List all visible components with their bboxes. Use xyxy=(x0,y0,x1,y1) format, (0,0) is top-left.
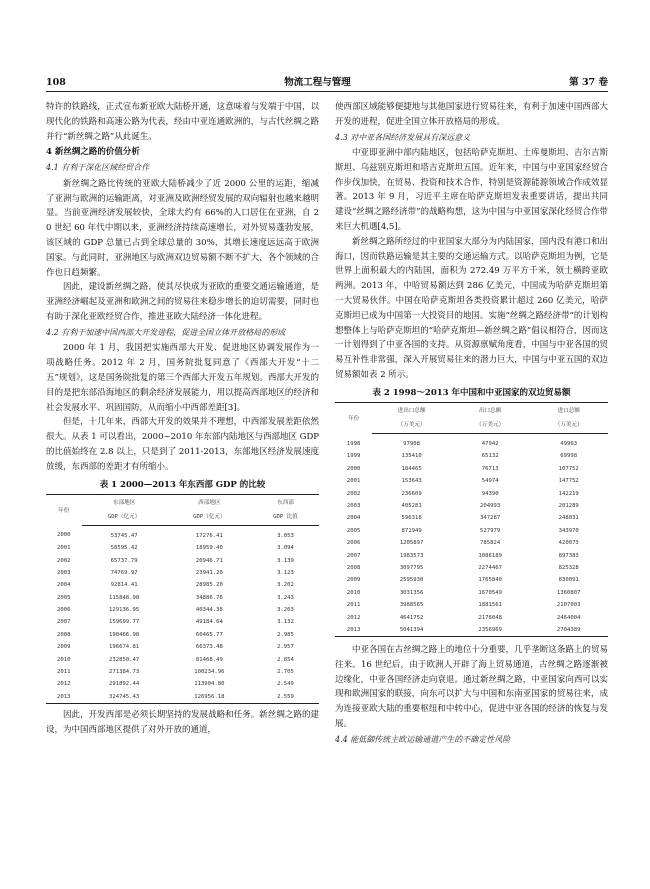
table-1-row xyxy=(46,691,319,704)
table-cell: 3.132 xyxy=(277,619,294,626)
table-1-row xyxy=(46,666,319,678)
table-cell: 184465 xyxy=(401,465,422,472)
table-2-row xyxy=(335,463,608,475)
table-cell: 2004 xyxy=(346,515,361,522)
table-cell: 2011 xyxy=(346,602,361,609)
table-cell: 147752 xyxy=(558,478,579,485)
table-cell: 2464004 xyxy=(556,614,581,621)
table-1-row xyxy=(46,629,319,641)
paragraph: 特许的铁路线，正式宣布新亚欧大陆桥开通，这意味着与发端于中国，以现代化的铁路和高速公路为代表，经由中亚连通欧洲的，与古代丝绸之路并行“新丝绸之路”从此诞生。 xyxy=(46,102,319,142)
table-cell: 126956.18 xyxy=(167,691,252,704)
table-cell: 142219 xyxy=(558,490,579,497)
table-cell: 97908 xyxy=(403,441,421,448)
table-cell: 405281 xyxy=(401,502,422,509)
table-cell: 232850.47 xyxy=(108,656,140,663)
table-cell: 2013 xyxy=(335,624,372,637)
table-cell: 871949 xyxy=(401,527,422,534)
subsection-heading: 4.2 有利于加速中国西部大开发进程，促进全国立体开放格局的形成 xyxy=(46,327,286,337)
table-cell: 1086189 xyxy=(478,552,502,559)
table-cell: 54974 xyxy=(481,478,499,485)
table-cell: 92814.41 xyxy=(110,582,138,589)
table-cell: 2.705 xyxy=(277,669,294,676)
table-cell: 2003 xyxy=(346,502,361,509)
table-cell: 20946.71 xyxy=(195,557,223,564)
table-1-unit-west: GDP（亿元） xyxy=(167,509,252,526)
table-2-row xyxy=(335,599,608,611)
table-cell: 420073 xyxy=(558,540,579,547)
table-1-row xyxy=(46,525,319,542)
table-2-row xyxy=(335,487,608,499)
volume-label: 第 37 卷 xyxy=(569,77,608,88)
table-2-row xyxy=(335,549,608,561)
table-2-row xyxy=(335,525,608,537)
table-cell: 2005 xyxy=(57,594,71,601)
table-1-row xyxy=(46,604,319,616)
table-cell: 2008 xyxy=(346,564,361,571)
table-2 xyxy=(335,402,608,637)
table-cell: 100234.96 xyxy=(194,669,225,676)
table-cell: 2010 xyxy=(57,656,71,663)
table-1-header-year: 年份 xyxy=(46,494,82,525)
table-cell: 1205897 xyxy=(399,540,424,547)
paragraph: 使西部区域能够便捷地与其他国家进行贸易往来，有利于加速中国西部大开发的进程，促进全国立体开放格局的形成。 xyxy=(335,102,608,127)
table-cell: 196674.81 xyxy=(108,644,140,651)
table-1-row xyxy=(46,591,319,603)
table-cell: 49963 xyxy=(560,441,578,448)
table-cell: 2010 xyxy=(346,589,361,596)
table-cell: 2005 xyxy=(346,527,361,534)
table-cell: 3097795 xyxy=(399,564,424,571)
table-cell: 201289 xyxy=(558,502,579,509)
table-cell: 65132 xyxy=(481,453,499,460)
subsection-heading: 4.3 对中亚各国经济发展具有深远意义 xyxy=(335,132,471,142)
table-cell: 2012 xyxy=(346,614,361,621)
table-1-header-east: 东部地区 xyxy=(82,494,167,509)
table-2-row xyxy=(335,574,608,586)
paragraph: 中亚各国在古丝绸之路上的地位十分重要，几乎垄断这条路上的贸易往来。16 世纪后，由于欧洲人开辟了海上贸易通道，古丝绸之路逐渐被边缘化，中亚各国经济走向衰退。通过新丝绸之路，中亚国家向西可以实现和欧洲国家的联接，向东可以扩大与中国和东南亚国家的贸易往来，成为连接亚欧大陆的重要枢纽和中转中心，促进中亚各国的经济的恢复与发展。 xyxy=(335,645,608,730)
table-cell: 2356969 xyxy=(451,624,530,637)
table-cell: 1999 xyxy=(346,453,361,460)
page-number: 108 xyxy=(46,77,66,88)
paragraph: 中亚即亚洲中部内陆地区，包括哈萨克斯坦、土库曼斯坦、吉尔吉斯斯坦、乌兹别克斯坦和塔吉克斯坦五国。近年来，中国与中亚国家经贸合作步伐加快，在贸易、投资和技术合作，特别是资源能源领域合作成效显著。2013 年 9 月，习近平主席在哈萨克斯坦发表重要讲话，提出共同建设“丝绸之路经济带”的战略构想，这为中国与中亚国家深化经贸合作带来巨大机遇[4,5]。 xyxy=(335,148,608,233)
table-cell: 2.854 xyxy=(277,656,294,663)
table-cell: 3.202 xyxy=(277,582,294,589)
table-cell: 2000 xyxy=(346,465,361,472)
table-2-row xyxy=(335,500,608,512)
table-cell: 2176048 xyxy=(478,614,502,621)
table-cell: 94390 xyxy=(481,490,499,497)
table-1-row xyxy=(46,554,319,566)
table-cell: 324745.43 xyxy=(82,691,167,704)
table-cell: 2013 xyxy=(46,691,82,704)
table-1-header-ratio: 东西部 xyxy=(252,494,319,509)
paragraph: 但是，十几年来，西部大开发的效果并不理想，中西部发展差距依然很大。从表 1 可以看出，2000~2010 年东部内陆地区与西部地区 GDP 的比值始终在 2.8 以上，只是到了 2011-2013，东部地区经济发展速度放缓，东西部的差距才有所缩小。 xyxy=(46,417,319,472)
table-cell: 58595.42 xyxy=(110,545,138,552)
table-cell: 2007 xyxy=(346,552,361,559)
table-cell: 2003 xyxy=(57,569,71,576)
table-2-row xyxy=(335,611,608,623)
table-cell: 2001 xyxy=(346,478,361,485)
table-cell: 2004 xyxy=(57,582,71,589)
table-1-unit-east: GDP（亿元） xyxy=(82,509,167,526)
table-2-row xyxy=(335,587,608,599)
table-cell: 825328 xyxy=(558,564,579,571)
table-cell: 2.957 xyxy=(277,644,294,651)
right-column xyxy=(335,100,608,831)
table-1-row xyxy=(46,616,319,628)
table-1-row xyxy=(46,653,319,665)
table-cell: 2006 xyxy=(346,540,361,547)
table-cell: 2.549 xyxy=(277,681,294,688)
table-cell: 66373.48 xyxy=(195,644,223,651)
table-cell: 60465.77 xyxy=(195,631,223,638)
table-cell: 2107003 xyxy=(556,602,581,609)
paragraph: 因此，建设新丝绸之路，使其尽快成为亚欧的重要交通运输通道，是亚洲经济崛起及亚洲和欧洲之间的贸易往来稳步增长的迫切需要，同时也有助于深化亚欧经贸合作，推进亚欧大陆经济一体化进程。 xyxy=(46,282,319,323)
table-cell: 271384.73 xyxy=(108,669,140,676)
table-1-row xyxy=(46,542,319,554)
table-cell: 76713 xyxy=(481,465,499,472)
table-cell: 49184.64 xyxy=(195,619,223,626)
table-cell: 3.203 xyxy=(277,607,294,614)
journal-title: 物流工程与管理 xyxy=(284,77,351,88)
table-cell: 830091 xyxy=(558,577,579,584)
table-cell: 1360807 xyxy=(556,589,581,596)
table-cell: 596318 xyxy=(401,515,422,522)
table-1-row xyxy=(46,567,319,579)
table-cell: 1765840 xyxy=(478,577,502,584)
table-cell: 1881561 xyxy=(478,602,502,609)
table-cell: 3.139 xyxy=(277,557,294,564)
table-cell: 74769.97 xyxy=(110,569,138,576)
table-cell: 2274467 xyxy=(478,564,502,571)
left-column xyxy=(46,100,319,831)
table-cell: 53745.47 xyxy=(110,532,138,539)
table-cell: 81468.49 xyxy=(195,656,223,663)
table-cell: 2008 xyxy=(57,631,71,638)
table-cell: 2007 xyxy=(57,619,71,626)
table-1-caption: 表 1 2000—2013 年东西部 GDP 的比较 xyxy=(99,479,266,490)
table-cell: 135410 xyxy=(401,453,422,460)
table-cell: 2595930 xyxy=(399,577,424,584)
subsection-heading: 4.4 能低御传统主欧运输通道产生的不确定性风险 xyxy=(335,734,511,744)
table-cell: 2006 xyxy=(57,607,71,614)
table-cell: 2009 xyxy=(57,644,71,651)
table-cell: 18959.40 xyxy=(195,545,223,552)
table-1-row xyxy=(46,641,319,653)
table-cell: 65737.79 xyxy=(110,557,138,564)
table-cell: 107752 xyxy=(558,465,579,472)
paragraph: 因此，开发西部是必须长期坚持的发展战略和任务。新丝绸之路的建设，为中国西部地区提供了对外开放的通道， xyxy=(46,710,319,735)
table-cell: 40344.38 xyxy=(195,607,223,614)
table-2-row xyxy=(335,512,608,524)
table-cell: 291892.44 xyxy=(108,681,140,688)
table-1 xyxy=(46,494,319,704)
table-cell: 159699.77 xyxy=(108,619,140,626)
table-cell: 47942 xyxy=(481,441,499,448)
table-cell: 3031356 xyxy=(399,589,424,596)
table-cell: 1998 xyxy=(346,440,361,447)
table-2-header-total: 进出口总额 xyxy=(372,402,451,417)
table-cell: 4641752 xyxy=(399,614,424,621)
table-1-row xyxy=(46,579,319,591)
table-cell: 2002 xyxy=(57,557,71,564)
table-2-header-year: 年份 xyxy=(335,402,372,433)
table-cell: 5041394 xyxy=(372,624,451,637)
table-cell: 3.123 xyxy=(277,569,294,576)
table-2-unit-export: （万美元） xyxy=(451,417,530,434)
table-cell: 527979 xyxy=(480,527,501,534)
table-cell: 2012 xyxy=(57,681,71,688)
table-cell: 3.243 xyxy=(277,594,294,601)
table-cell: 153643 xyxy=(401,478,422,485)
table-cell: 3988565 xyxy=(399,602,424,609)
table-cell: 3.053 xyxy=(277,532,294,539)
table-cell: 3.094 xyxy=(277,545,294,552)
table-cell: 204993 xyxy=(480,502,501,509)
table-cell: 17276.41 xyxy=(195,532,223,539)
section-heading: 4 新丝绸之路的价值分析 xyxy=(46,147,140,158)
table-cell: 897383 xyxy=(558,552,579,559)
table-cell: 236609 xyxy=(401,490,422,497)
table-cell: 248031 xyxy=(558,515,579,522)
table-cell: 347287 xyxy=(480,515,501,522)
table-1-header-west: 西部地区 xyxy=(167,494,252,509)
table-cell: 2704389 xyxy=(529,624,608,637)
table-cell: 190466.98 xyxy=(108,631,140,638)
table-2-row xyxy=(335,537,608,549)
table-2-row xyxy=(335,624,608,637)
table-cell: 2009 xyxy=(346,577,361,584)
table-cell: 2002 xyxy=(346,490,361,497)
page-header xyxy=(46,72,608,92)
table-cell: 2.985 xyxy=(277,631,294,638)
table-2-caption: 表 2 1998～2013 年中国和中亚国家的双边贸易额 xyxy=(372,387,571,398)
table-cell: 2000 xyxy=(57,532,71,539)
table-cell: 1983573 xyxy=(399,552,424,559)
table-cell: 2.559 xyxy=(252,691,319,704)
subsection-heading: 4.1 有利于深化区域经贸合作 xyxy=(46,163,150,173)
table-2-unit-import: （万美元） xyxy=(529,417,608,434)
table-cell: 2001 xyxy=(57,545,71,552)
paragraph: 新丝绸之路所经过的中亚国家大部分为内陆国家，国内没有港口和出海口，因而铁路运输是其主要的交通运输方式。以哈萨克斯坦为例，它是世界上面积最大的内陆国，面积为 272.49 万平方千米，领土横跨亚欧两洲。2013 年，中哈贸易额达到 286 亿美元，中国成为哈萨克斯坦第一大贸易伙伴。中国在哈萨克斯坦各类投资累计超过 260 亿美元，哈萨克斯坦已成为中国第一大投资目的地国。实施“丝绸之路经济带”的计划构想整体上与哈萨克斯坦的“哈萨克斯坦—新丝绸之路”倡议相符合，因而这一计划得到了中亚各国的支持。从资源禀赋角度看，中国与中亚各国的贸易互补性非常强，深入开展贸易往来的潜力巨大，中国与中亚五国的双边贸易额如表 2 所示。 xyxy=(335,236,608,381)
table-cell: 69998 xyxy=(560,453,578,460)
table-cell: 785824 xyxy=(480,540,501,547)
table-2-row xyxy=(335,450,608,462)
table-cell: 23941.20 xyxy=(195,569,223,576)
table-cell: 34886.76 xyxy=(195,594,223,601)
table-2-header-export: 出口总额 xyxy=(451,402,530,417)
table-2-row xyxy=(335,475,608,487)
table-2-row xyxy=(335,433,608,450)
table-2-row xyxy=(335,562,608,574)
table-1-row xyxy=(46,678,319,690)
table-2-unit-total: （万美元） xyxy=(372,417,451,434)
table-cell: 1670549 xyxy=(478,589,502,596)
table-cell: 115848.98 xyxy=(108,594,140,601)
table-cell: 2011 xyxy=(57,669,71,676)
paragraph: 2000 年 1 月，我国把实施西部大开发、促进地区协调发展作为一项战略任务。2012 年 2 月，国务院批复同意了《西部大开发“十二五”规划》，这是国务院批复的第三个西部大开发五年规划。西部大开发的目的是把东部沿海地区的剩余经济发展能力，用以提高西部地区的经济和社会发展水平、巩固国防，从而缩小中西部差距[3]。 xyxy=(46,343,319,413)
table-cell: 343970 xyxy=(558,527,579,534)
table-2-header-import: 进口总额 xyxy=(529,402,608,417)
table-1-unit-ratio: GDP 比值 xyxy=(252,509,319,526)
paragraph: 新丝绸之路比传统的亚欧大陆桥减少了近 2000 公里的运距，缩减了亚洲与欧洲的运输距离，对亚洲及欧洲经贸发展的双向辐射也越来越明显。当前亚洲经济发展较快，全球大约有 66%的人口居住在亚洲，自 20 世纪 60 年代中期以来，亚洲经济持续高速增长，对外贸易蓬勃发展，该区域的 GDP 总量已占到全球总量的 30%，其增长速度远远高于欧洲国家。与此同时，亚洲地区与欧洲双边贸易额不断不扩大，各个领域的合作也日趋频繁。 xyxy=(46,178,319,278)
table-cell: 129136.95 xyxy=(108,607,140,614)
table-cell: 113904.80 xyxy=(194,681,225,688)
table-cell: 28985.20 xyxy=(195,582,223,589)
